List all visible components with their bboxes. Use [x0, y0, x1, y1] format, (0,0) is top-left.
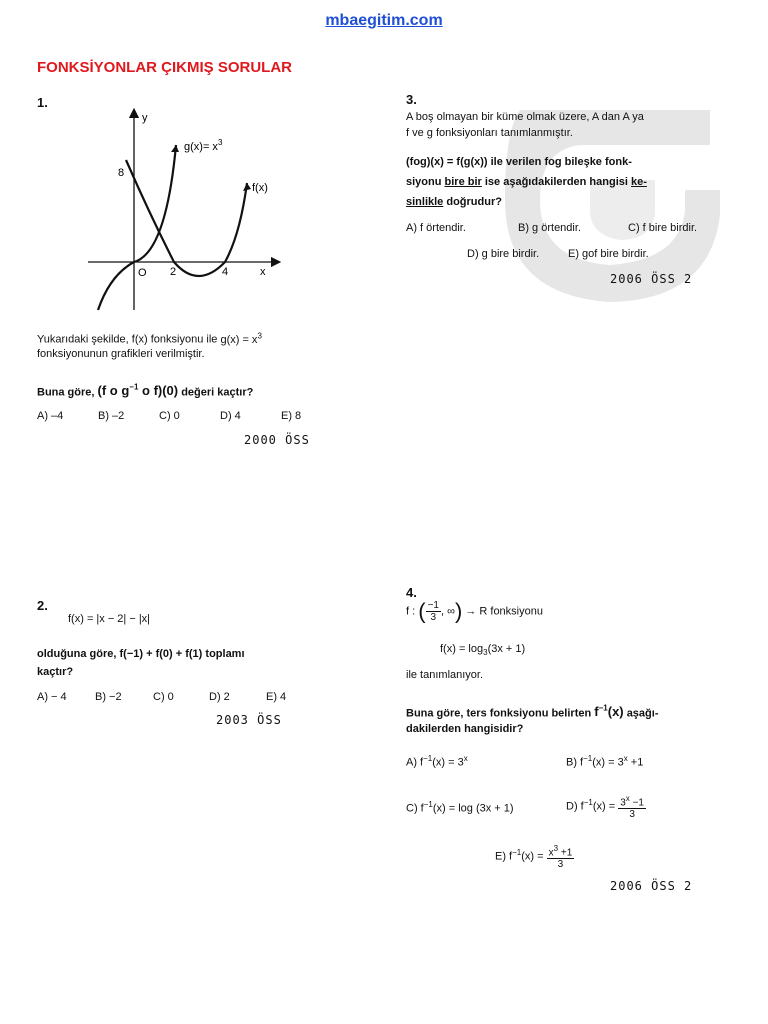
- q4-rule: $f(x) = \log_3(3x + 1)$: [440, 643, 526, 658]
- q4-option-a[interactable]: A) $f^{-1}(x) = 3^x$: [406, 754, 468, 769]
- q3-option-e[interactable]: E) gof bire birdir.: [568, 248, 649, 260]
- q2-option-c[interactable]: C) 0: [153, 691, 174, 703]
- q1-text-line1: Yukarıdaki şekilde, f(x) fonksiyonu ile $g(x) = x^3$: [37, 331, 262, 346]
- q2-formula: f(x) = |x − 2| − |x|: [68, 613, 151, 625]
- x-tick-4: 4: [222, 266, 229, 278]
- q3-option-a[interactable]: A) f örtendir.: [406, 222, 466, 234]
- g-label: $g(x)= x^3$: [184, 138, 223, 153]
- q3-line4: siyonu bire bir ise aşağıdakilerden hangisi ke-: [406, 176, 647, 188]
- x-tick-2: 2: [170, 266, 177, 278]
- q3-line3: (fog)(x) = f(g(x)) ile verilen fog bileşke fonk-: [406, 156, 632, 168]
- q3-option-c[interactable]: C) f bire birdir.: [628, 222, 698, 234]
- q1-text-line2: fonksiyonunun grafikleri verilmiştir.: [37, 348, 205, 360]
- q1-option-b[interactable]: B) –2: [98, 410, 125, 422]
- g-curve: [98, 145, 176, 310]
- q3-number: 3.: [406, 92, 417, 107]
- q4-option-e[interactable]: E) $f^{-1}(x)$ = $\frac{x^3 +1}{3}$: [495, 844, 573, 871]
- q3-option-b[interactable]: B) g örtendir.: [518, 222, 581, 234]
- origin-label: O: [138, 267, 147, 279]
- q3-line1: A boş olmayan bir küme olmak üzere, A dan A ya: [406, 111, 644, 123]
- q1-option-a[interactable]: A) –4: [37, 410, 64, 422]
- q2-option-b[interactable]: B) −2: [95, 691, 122, 703]
- q4-question-line2: dakilerden hangisidir?: [406, 723, 524, 735]
- q4-source: 2006 ÖSS 2: [610, 879, 693, 893]
- q3-source: 2006 ÖSS 2: [610, 272, 693, 286]
- q1-number: 1.: [37, 95, 48, 110]
- q4-domain: f : ( $\frac{-1}{3}$ , ∞) → R fonksiyonu: [406, 598, 543, 624]
- q2-number: 2.: [37, 598, 48, 613]
- f-label: f(x): [252, 182, 268, 194]
- q2-option-d[interactable]: D) 2: [209, 691, 230, 703]
- q3-line2: f ve g fonksiyonları tanımlanmıştır.: [406, 127, 573, 139]
- q4-defined: ile tanımlanıyor.: [406, 669, 484, 681]
- q2-option-e[interactable]: E) 4: [266, 691, 287, 703]
- y-tick-8: 8: [118, 167, 125, 179]
- x-axis-label: x: [260, 266, 266, 278]
- q4-number: 4.: [406, 585, 417, 600]
- q1-option-e[interactable]: E) 8: [281, 410, 302, 422]
- q1-graph: [80, 105, 290, 315]
- q1-option-d[interactable]: D) 4: [220, 410, 241, 422]
- q3-line5: sinlikle doğrudur?: [406, 196, 502, 208]
- site-link[interactable]: mbaegitim.com: [325, 12, 443, 29]
- q2-source: 2003 ÖSS: [216, 713, 282, 727]
- f-curve: [126, 160, 247, 276]
- q1-question: Buna göre, (f o $g^{-1}$ o f)(0) değeri kaçtır?: [37, 383, 254, 399]
- q4-question-line1: Buna göre, ters fonksiyonu belirten $f^{-1}(x)$ aşağı-: [406, 704, 659, 720]
- q4-option-d[interactable]: D) $f^{-1}(x)$ = $\frac{3^x -1}{3}$: [566, 794, 644, 821]
- q2-option-a[interactable]: A) − 4: [37, 691, 67, 703]
- q1-option-c[interactable]: C) 0: [159, 410, 180, 422]
- q2-question-line1: olduğuna göre, f(−1) + f(0) + f(1) toplamı: [37, 648, 245, 660]
- q3-option-d[interactable]: D) g bire birdir.: [467, 248, 540, 260]
- q2-question-line2: kaçtır?: [37, 666, 74, 678]
- page-title: FONKSİYONLAR ÇIKMIŞ SORULAR: [37, 59, 292, 76]
- y-axis-label: y: [142, 112, 148, 124]
- q4-option-c[interactable]: C) $f^{-1}(x) = \log (3x + 1)$: [406, 800, 514, 815]
- q1-source: 2000 ÖSS: [244, 433, 310, 447]
- q4-option-b[interactable]: B) $f^{-1}(x) = 3^x +1$: [566, 754, 644, 769]
